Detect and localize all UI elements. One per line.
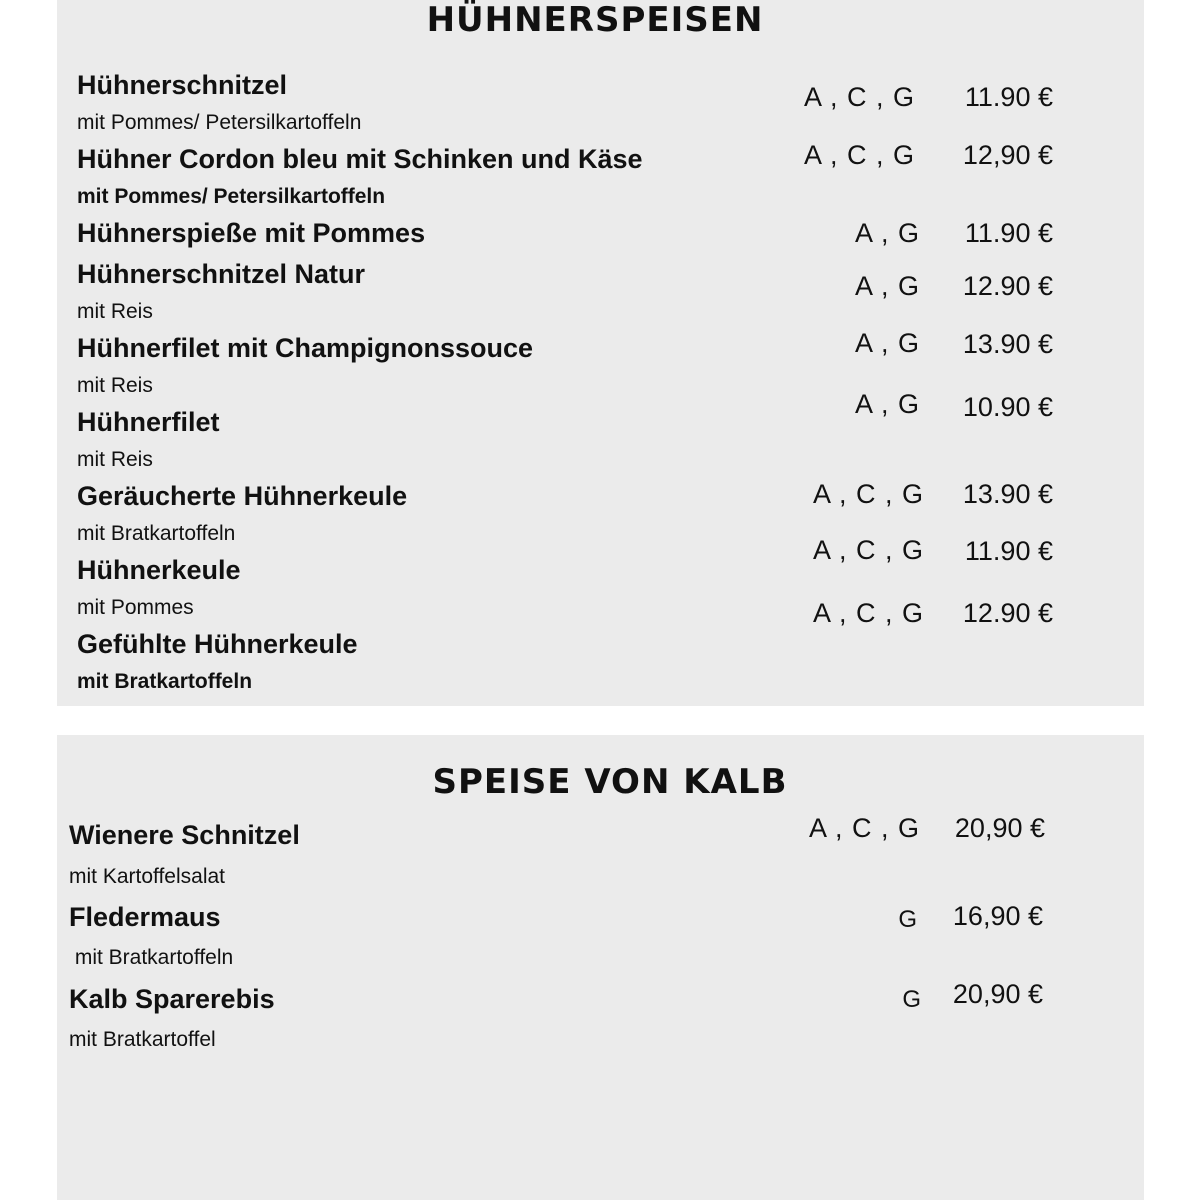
allergen-codes: A , C , G [812, 535, 924, 565]
allergen-codes: A , G [854, 328, 920, 358]
dish-side: mit Pommes/ Petersilkartoffeln [77, 185, 386, 208]
dish-price: 10.90 € [962, 392, 1053, 422]
dish-side: mit Kartoffelsalat [69, 865, 226, 888]
dish-side: mit Reis [77, 448, 153, 471]
allergen-codes: G [902, 986, 922, 1013]
allergen-codes: A , G [854, 389, 920, 419]
allergen-codes: A , G [854, 218, 920, 248]
dish-price: 13.90 € [962, 329, 1053, 359]
dish-price: 20,90 € [952, 979, 1043, 1009]
dish-price: 20,90 € [954, 813, 1045, 843]
dish-price: 12.90 € [962, 271, 1053, 301]
dish-name: Hühnerschnitzel Natur [77, 259, 366, 289]
dish-side: mit Bratkartoffel [69, 1028, 216, 1051]
dish-name: Gefühlte Hühnerkeule [77, 629, 358, 659]
allergen-codes: G [898, 906, 918, 933]
dish-name: Hühner Cordon bleu mit Schinken und Käse [77, 144, 643, 174]
allergen-codes: A , G [854, 271, 920, 301]
dish-side: mit Bratkartoffeln [69, 946, 234, 969]
dish-name: Fledermaus [69, 902, 221, 932]
dish-name: Hühnerschnitzel [77, 70, 288, 100]
dish-name: Hühnerspieße mit Pommes [77, 218, 426, 248]
dish-side: mit Reis [77, 374, 153, 397]
dish-price: 11.90 € [964, 536, 1053, 566]
dish-name: Kalb Sparerebis [69, 984, 275, 1014]
veal-section-title: SPEISE VON KALB [432, 762, 788, 802]
allergen-codes: A , C , G [808, 813, 920, 843]
dish-name: Hühnerkeule [77, 555, 241, 585]
dish-side: mit Pommes/ Petersilkartoffeln [77, 111, 362, 134]
dish-price: 16,90 € [952, 901, 1043, 931]
dish-price: 11.90 € [964, 218, 1053, 248]
dish-side: mit Pommes [77, 596, 194, 619]
dish-name: Hühnerfilet mit Champignonssouce [77, 333, 534, 363]
chicken-section-title: HÜHNERSPEISEN [426, 0, 764, 40]
allergen-codes: A , C , G [812, 479, 924, 509]
dish-side: mit Bratkartoffeln [77, 522, 236, 545]
dish-side: mit Reis [77, 300, 153, 323]
dish-price: 13.90 € [962, 479, 1053, 509]
allergen-codes: A , C , G [812, 598, 924, 628]
dish-price: 12,90 € [962, 140, 1053, 170]
dish-price: 12.90 € [962, 598, 1053, 628]
allergen-codes: A , C , G [803, 82, 915, 112]
allergen-codes: A , C , G [803, 140, 915, 170]
dish-name: Hühnerfilet [77, 407, 220, 437]
dish-side: mit Bratkartoffeln [77, 670, 253, 693]
dish-name: Geräucherte Hühnerkeule [77, 481, 408, 511]
dish-price: 11.90 € [964, 82, 1053, 112]
dish-name: Wienere Schnitzel [69, 820, 300, 850]
